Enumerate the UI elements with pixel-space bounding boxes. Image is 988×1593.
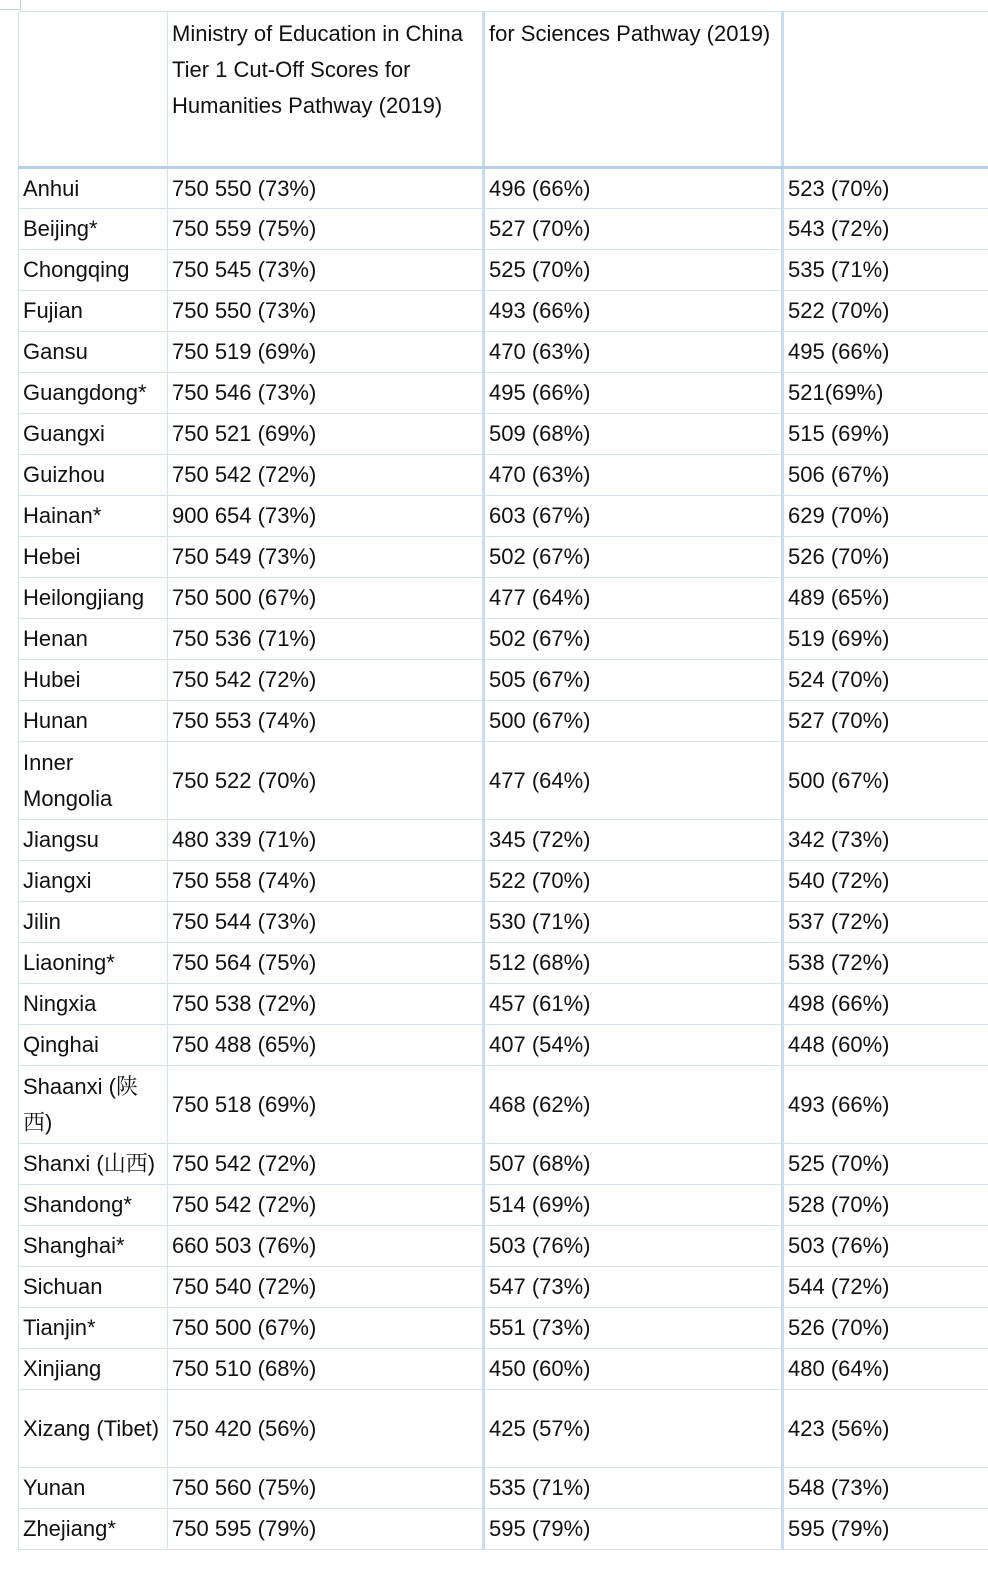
humanities-score-cell: 750 540 (72%): [168, 1267, 484, 1308]
extra-score-cell: 448 (60%): [783, 1025, 988, 1066]
sciences-score-cell: 551 (73%): [484, 1308, 783, 1349]
extra-score-cell: 423 (56%): [783, 1390, 988, 1468]
cutoff-scores-table: [18, 11, 988, 1550]
extra-score-cell: 526 (70%): [783, 1308, 988, 1349]
province-cell: Fujian: [19, 291, 168, 332]
province-cell: Sichuan: [19, 1267, 168, 1308]
province-cell: Guangdong*: [19, 373, 168, 414]
sciences-score-cell: 525 (70%): [484, 250, 783, 291]
humanities-score-cell: 750 542 (72%): [168, 1144, 484, 1185]
sciences-score-cell: 496 (66%): [484, 168, 783, 209]
province-cell: Yunan: [19, 1468, 168, 1509]
extra-score-cell: 540 (72%): [783, 861, 988, 902]
sciences-score-cell: 514 (69%): [484, 1185, 783, 1226]
extra-score-cell: 515 (69%): [783, 414, 988, 455]
header-extra: [783, 12, 988, 168]
sciences-score-cell: 450 (60%): [484, 1349, 783, 1390]
extra-score-cell: 527 (70%): [783, 701, 988, 742]
province-cell: Henan: [19, 619, 168, 660]
extra-score-cell: 489 (65%): [783, 578, 988, 619]
humanities-score-cell: 750 518 (69%): [168, 1066, 484, 1144]
extra-score-cell: 525 (70%): [783, 1144, 988, 1185]
table-row: [19, 373, 988, 414]
province-cell: Hunan: [19, 701, 168, 742]
humanities-score-cell: 750 553 (74%): [168, 701, 484, 742]
sciences-score-cell: 512 (68%): [484, 943, 783, 984]
extra-score-cell: 629 (70%): [783, 496, 988, 537]
province-cell: Heilongjiang: [19, 578, 168, 619]
sciences-score-cell: 527 (70%): [484, 209, 783, 250]
humanities-score-cell: 750 546 (73%): [168, 373, 484, 414]
extra-score-cell: 543 (72%): [783, 209, 988, 250]
province-cell: Tianjin*: [19, 1308, 168, 1349]
province-cell: Jiangxi: [19, 861, 168, 902]
province-cell: Beijing*: [19, 209, 168, 250]
humanities-score-cell: 750 522 (70%): [168, 742, 484, 820]
table-row: [19, 1226, 988, 1267]
province-cell: Liaoning*: [19, 943, 168, 984]
humanities-score-cell: 750 564 (75%): [168, 943, 484, 984]
humanities-score-cell: 750 549 (73%): [168, 537, 484, 578]
table-row: [19, 1349, 988, 1390]
table-row: [19, 1308, 988, 1349]
table-row: [19, 414, 988, 455]
extra-score-cell: 528 (70%): [783, 1185, 988, 1226]
province-cell: Hebei: [19, 537, 168, 578]
header-humanities: Ministry of Education in China Tier 1 Cut-Off Scores for Humanities Pathway (2019): [168, 12, 484, 168]
table-row: [19, 660, 988, 701]
province-cell: Xinjiang: [19, 1349, 168, 1390]
extra-score-cell: 506 (67%): [783, 455, 988, 496]
sciences-score-cell: 595 (79%): [484, 1509, 783, 1550]
province-cell: Shanxi (山西): [19, 1144, 168, 1185]
extra-score-cell: 522 (70%): [783, 291, 988, 332]
province-cell: Shandong*: [19, 1185, 168, 1226]
extra-score-cell: 521(69%): [783, 373, 988, 414]
table-row: [19, 291, 988, 332]
humanities-score-cell: 750 420 (56%): [168, 1390, 484, 1468]
table-row: [19, 1267, 988, 1308]
humanities-score-cell: 750 544 (73%): [168, 902, 484, 943]
extra-score-cell: 535 (71%): [783, 250, 988, 291]
province-cell: Zhejiang*: [19, 1509, 168, 1550]
province-cell: Shanghai*: [19, 1226, 168, 1267]
extra-score-cell: 342 (73%): [783, 820, 988, 861]
table-row: [19, 1509, 988, 1550]
table-row: [19, 250, 988, 291]
sciences-score-cell: 522 (70%): [484, 861, 783, 902]
table-row: [19, 496, 988, 537]
province-cell: Ningxia: [19, 984, 168, 1025]
humanities-score-cell: 750 538 (72%): [168, 984, 484, 1025]
corner-mark: [0, 0, 21, 10]
extra-score-cell: 538 (72%): [783, 943, 988, 984]
sciences-score-cell: 535 (71%): [484, 1468, 783, 1509]
province-cell: Guangxi: [19, 414, 168, 455]
extra-score-cell: 500 (67%): [783, 742, 988, 820]
sciences-score-cell: 345 (72%): [484, 820, 783, 861]
extra-score-cell: 493 (66%): [783, 1066, 988, 1144]
province-cell: Gansu: [19, 332, 168, 373]
extra-score-cell: 495 (66%): [783, 332, 988, 373]
sciences-score-cell: 547 (73%): [484, 1267, 783, 1308]
extra-score-cell: 595 (79%): [783, 1509, 988, 1550]
table-body: [19, 168, 988, 1550]
extra-score-cell: 548 (73%): [783, 1468, 988, 1509]
table-row: [19, 820, 988, 861]
humanities-score-cell: 750 542 (72%): [168, 455, 484, 496]
sciences-score-cell: 530 (71%): [484, 902, 783, 943]
humanities-score-cell: 750 558 (74%): [168, 861, 484, 902]
humanities-score-cell: 750 545 (73%): [168, 250, 484, 291]
sciences-score-cell: 509 (68%): [484, 414, 783, 455]
sciences-score-cell: 457 (61%): [484, 984, 783, 1025]
table-row: [19, 943, 988, 984]
province-cell: Jilin: [19, 902, 168, 943]
extra-score-cell: 480 (64%): [783, 1349, 988, 1390]
humanities-score-cell: 750 550 (73%): [168, 291, 484, 332]
table-row: [19, 701, 988, 742]
humanities-score-cell: 750 519 (69%): [168, 332, 484, 373]
table-row: [19, 1066, 988, 1144]
table-row: [19, 209, 988, 250]
sciences-score-cell: 502 (67%): [484, 537, 783, 578]
header-sciences: for Sciences Pathway (2019): [484, 12, 783, 168]
province-cell: Hainan*: [19, 496, 168, 537]
header-province: [19, 12, 168, 168]
humanities-score-cell: 750 595 (79%): [168, 1509, 484, 1550]
province-cell: Inner Mongolia: [19, 742, 168, 820]
table-row: [19, 537, 988, 578]
table-row: [19, 455, 988, 496]
humanities-score-cell: 750 488 (65%): [168, 1025, 484, 1066]
table-row: [19, 619, 988, 660]
humanities-score-cell: 750 510 (68%): [168, 1349, 484, 1390]
table-row: [19, 332, 988, 373]
sciences-score-cell: 470 (63%): [484, 455, 783, 496]
province-cell: Xizang (Tibet): [19, 1390, 168, 1468]
extra-score-cell: 498 (66%): [783, 984, 988, 1025]
humanities-score-cell: 750 542 (72%): [168, 660, 484, 701]
sciences-score-cell: 505 (67%): [484, 660, 783, 701]
humanities-score-cell: 750 500 (67%): [168, 578, 484, 619]
table-row: [19, 902, 988, 943]
extra-score-cell: 523 (70%): [783, 168, 988, 209]
extra-score-cell: 524 (70%): [783, 660, 988, 701]
table-row: [19, 578, 988, 619]
province-cell: Jiangsu: [19, 820, 168, 861]
extra-score-cell: 503 (76%): [783, 1226, 988, 1267]
province-cell: Guizhou: [19, 455, 168, 496]
sciences-score-cell: 468 (62%): [484, 1066, 783, 1144]
table-row: [19, 168, 988, 209]
table-row: [19, 1468, 988, 1509]
extra-score-cell: 537 (72%): [783, 902, 988, 943]
extra-score-cell: 519 (69%): [783, 619, 988, 660]
extra-score-cell: 544 (72%): [783, 1267, 988, 1308]
sciences-score-cell: 407 (54%): [484, 1025, 783, 1066]
extra-score-cell: 526 (70%): [783, 537, 988, 578]
table-row: [19, 1390, 988, 1468]
header-row: [19, 12, 988, 168]
sciences-score-cell: 477 (64%): [484, 742, 783, 820]
humanities-score-cell: 480 339 (71%): [168, 820, 484, 861]
sciences-score-cell: 470 (63%): [484, 332, 783, 373]
table-row: [19, 1185, 988, 1226]
table-row: [19, 1144, 988, 1185]
humanities-score-cell: 750 536 (71%): [168, 619, 484, 660]
humanities-score-cell: 750 559 (75%): [168, 209, 484, 250]
sciences-score-cell: 500 (67%): [484, 701, 783, 742]
sciences-score-cell: 507 (68%): [484, 1144, 783, 1185]
sciences-score-cell: 495 (66%): [484, 373, 783, 414]
province-cell: Chongqing: [19, 250, 168, 291]
sciences-score-cell: 493 (66%): [484, 291, 783, 332]
table-row: [19, 984, 988, 1025]
sciences-score-cell: 603 (67%): [484, 496, 783, 537]
sciences-score-cell: 503 (76%): [484, 1226, 783, 1267]
province-cell: Anhui: [19, 168, 168, 209]
sciences-score-cell: 425 (57%): [484, 1390, 783, 1468]
humanities-score-cell: 750 542 (72%): [168, 1185, 484, 1226]
table-row: [19, 742, 988, 820]
humanities-score-cell: 750 521 (69%): [168, 414, 484, 455]
sciences-score-cell: 477 (64%): [484, 578, 783, 619]
sciences-score-cell: 502 (67%): [484, 619, 783, 660]
humanities-score-cell: 660 503 (76%): [168, 1226, 484, 1267]
humanities-score-cell: 900 654 (73%): [168, 496, 484, 537]
humanities-score-cell: 750 500 (67%): [168, 1308, 484, 1349]
table-row: [19, 861, 988, 902]
province-cell: Shaanxi (陕西): [19, 1066, 168, 1144]
province-cell: Hubei: [19, 660, 168, 701]
humanities-score-cell: 750 550 (73%): [168, 168, 484, 209]
humanities-score-cell: 750 560 (75%): [168, 1468, 484, 1509]
province-cell: Qinghai: [19, 1025, 168, 1066]
table-row: [19, 1025, 988, 1066]
